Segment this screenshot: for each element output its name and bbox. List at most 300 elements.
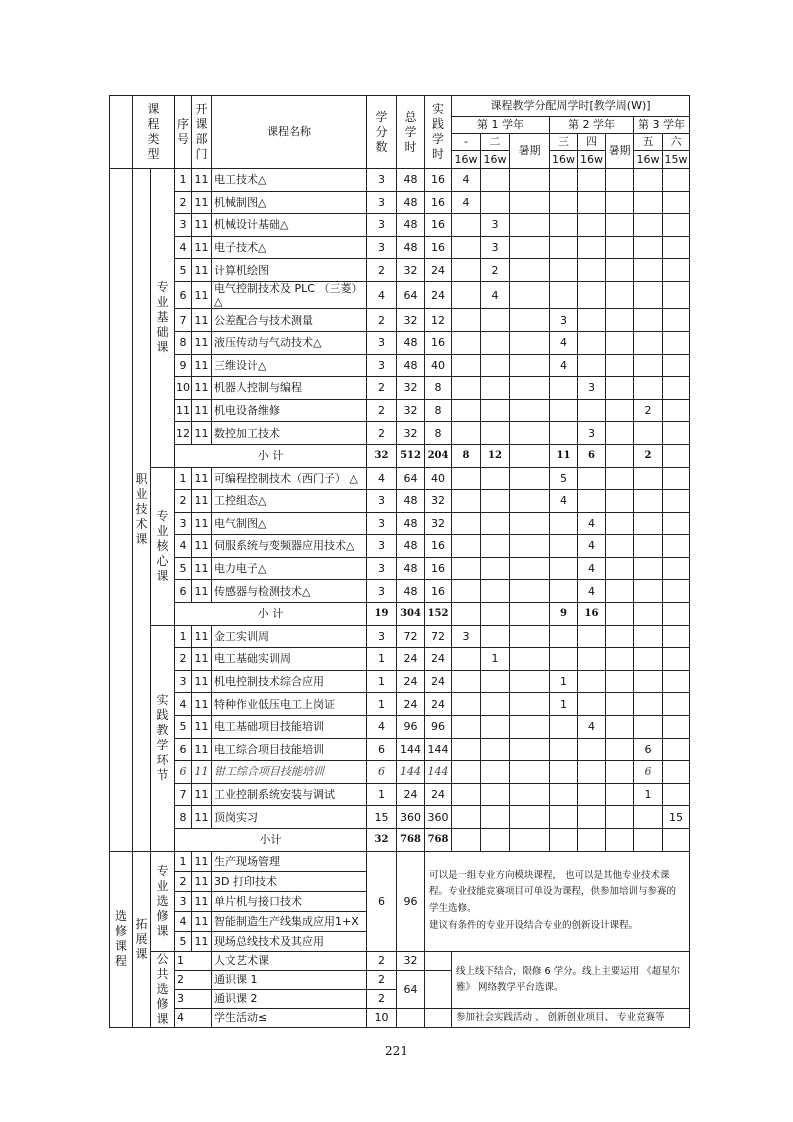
course-weekly-s6 <box>663 354 690 377</box>
course-seq: 9 <box>175 354 192 377</box>
elective-seq: 2 <box>175 871 192 891</box>
course-weekly-s6: 15 <box>663 806 690 829</box>
course-weekly-s2 <box>481 309 510 332</box>
header-schedule: 课程教学分配周学时[教学周(W)] <box>452 96 690 117</box>
course-weekly-s4 <box>578 648 606 671</box>
course-dept: 11 <box>192 716 212 739</box>
course-weekly-s5 <box>634 557 663 580</box>
course-credit: 2 <box>367 377 397 400</box>
course-dept: 11 <box>192 670 212 693</box>
course-weekly-su1 <box>510 490 550 513</box>
course-total-hours: 144 <box>397 761 425 784</box>
subtotal-su1 <box>510 829 550 852</box>
course-credit: 1 <box>367 648 397 671</box>
course-weekly-su1 <box>510 783 550 806</box>
course-weekly-s5 <box>634 377 663 400</box>
subtotal-s1 <box>452 603 481 626</box>
course-total-hours: 32 <box>397 399 425 422</box>
course-credit: 1 <box>367 783 397 806</box>
course-weekly-s5 <box>634 331 663 354</box>
course-total-hours: 48 <box>397 557 425 580</box>
course-weekly-s4 <box>578 354 606 377</box>
course-weekly-s4 <box>578 191 606 214</box>
course-weekly-s1 <box>452 281 481 308</box>
elective-dept: 11 <box>192 931 212 951</box>
course-seq: 2 <box>175 490 192 513</box>
course-credit: 3 <box>367 214 397 237</box>
course-weekly-s3 <box>550 738 578 761</box>
course-total-hours: 48 <box>397 512 425 535</box>
course-weekly-s5: 1 <box>634 783 663 806</box>
blank-left-column <box>110 169 133 852</box>
course-weekly-su2 <box>606 625 634 648</box>
public-elective-note: 线上线下结合，限修 6 学分。线上主要运用 《超星尔雅》 网络教学平台选课。 <box>452 951 690 1008</box>
header-year-1: 第 1 学年 <box>452 117 550 134</box>
header-practice-hours: 实 践 学 时 <box>425 96 452 169</box>
course-practice-hours: 16 <box>425 214 452 237</box>
course-weekly-s6 <box>663 648 690 671</box>
course-weekly-s2 <box>481 399 510 422</box>
elective-name: 生产现场管理 <box>212 851 367 871</box>
course-weekly-s4 <box>578 169 606 192</box>
course-weekly-s6 <box>663 716 690 739</box>
section-expand: 拓 展 课 <box>133 851 151 1027</box>
course-weekly-s5 <box>634 259 663 282</box>
subtotal-s4 <box>578 829 606 852</box>
course-weekly-su2 <box>606 535 634 558</box>
course-seq: 2 <box>175 648 192 671</box>
course-practice-hours: 16 <box>425 236 452 259</box>
course-credit: 15 <box>367 806 397 829</box>
course-weekly-s1 <box>452 490 481 513</box>
course-weekly-s1 <box>452 670 481 693</box>
course-name: 液压传动与气动技术△ <box>212 331 367 354</box>
course-weekly-s1 <box>452 236 481 259</box>
course-weekly-su2 <box>606 761 634 784</box>
subtotal-label: 小 计 <box>175 603 367 626</box>
course-weekly-s2 <box>481 377 510 400</box>
course-weekly-s4 <box>578 625 606 648</box>
course-credit: 3 <box>367 236 397 259</box>
course-dept: 11 <box>192 648 212 671</box>
course-weekly-s4 <box>578 761 606 784</box>
course-practice-hours: 12 <box>425 309 452 332</box>
course-weekly-s4 <box>578 467 606 490</box>
course-weekly-s3 <box>550 214 578 237</box>
course-weekly-s3 <box>550 281 578 308</box>
course-weekly-su2 <box>606 331 634 354</box>
header-summer-2: 暑期 <box>606 134 634 169</box>
course-weekly-s4 <box>578 399 606 422</box>
public-elective-name: 学生活动≤ <box>212 1008 367 1027</box>
header-weeks-2: 16w <box>481 151 510 169</box>
course-total-hours: 24 <box>397 648 425 671</box>
course-weekly-s4: 3 <box>578 377 606 400</box>
header-weeks-3: 16w <box>550 151 578 169</box>
course-credit: 3 <box>367 331 397 354</box>
course-weekly-s6 <box>663 377 690 400</box>
course-dept: 11 <box>192 738 212 761</box>
course-seq: 6 <box>175 738 192 761</box>
course-practice-hours: 144 <box>425 761 452 784</box>
course-total-hours: 32 <box>397 259 425 282</box>
course-practice-hours: 8 <box>425 422 452 445</box>
course-weekly-s2 <box>481 354 510 377</box>
course-name: 电工基础项目技能培训 <box>212 716 367 739</box>
course-seq: 4 <box>175 693 192 716</box>
course-weekly-s2: 4 <box>481 281 510 308</box>
course-weekly-s6 <box>663 580 690 603</box>
course-weekly-s1 <box>452 806 481 829</box>
course-weekly-s4 <box>578 281 606 308</box>
course-weekly-s1 <box>452 716 481 739</box>
subtotal-su2 <box>606 829 634 852</box>
course-weekly-s3 <box>550 377 578 400</box>
course-credit: 3 <box>367 354 397 377</box>
course-weekly-su2 <box>606 236 634 259</box>
course-weekly-su2 <box>606 214 634 237</box>
course-weekly-s5 <box>634 648 663 671</box>
course-weekly-su2 <box>606 467 634 490</box>
course-weekly-su1 <box>510 399 550 422</box>
course-weekly-s5 <box>634 354 663 377</box>
course-weekly-su1 <box>510 331 550 354</box>
course-weekly-s6 <box>663 169 690 192</box>
course-credit: 3 <box>367 580 397 603</box>
course-name: 工控组态△ <box>212 490 367 513</box>
section-elective: 选 修 课 程 <box>110 851 133 1027</box>
course-weekly-s6 <box>663 236 690 259</box>
course-name: 电气制图△ <box>212 512 367 535</box>
course-practice-hours: 16 <box>425 535 452 558</box>
course-weekly-s3 <box>550 535 578 558</box>
course-name: 电气控制技术及 PLC （三菱）△ <box>212 281 367 308</box>
course-weekly-su1 <box>510 309 550 332</box>
public-elective-total: 32 <box>397 951 425 970</box>
course-weekly-s5 <box>634 309 663 332</box>
course-weekly-s3 <box>550 580 578 603</box>
course-weekly-su1 <box>510 512 550 535</box>
major-elective-note: 可以是一组专业方向模块课程， 也可以是其他专业技术课程。专业技能竞赛项目可单设为课程，供参加培训与参赛的学生选修。 建议有条件的专业开设结合专业的创新设计课程。 <box>425 851 690 951</box>
course-weekly-s4 <box>578 309 606 332</box>
section-vocational: 职 业 技 术 课 <box>133 169 151 852</box>
course-credit: 4 <box>367 281 397 308</box>
course-weekly-s2 <box>481 512 510 535</box>
course-weekly-s5 <box>634 512 663 535</box>
course-weekly-s1 <box>452 331 481 354</box>
course-weekly-s1 <box>452 512 481 535</box>
subtotal-su2 <box>606 603 634 626</box>
course-weekly-s1 <box>452 422 481 445</box>
subtotal-total: 768 <box>397 829 425 852</box>
course-practice-hours: 32 <box>425 512 452 535</box>
page-number: 221 <box>385 1044 408 1058</box>
course-practice-hours: 16 <box>425 580 452 603</box>
course-weekly-su1 <box>510 191 550 214</box>
course-name: 顶岗实习 <box>212 806 367 829</box>
course-weekly-s3 <box>550 716 578 739</box>
header-credits: 学 分 数 <box>367 96 397 169</box>
course-weekly-s3 <box>550 806 578 829</box>
course-credit: 2 <box>367 259 397 282</box>
course-dept: 11 <box>192 191 212 214</box>
course-weekly-su2 <box>606 738 634 761</box>
course-total-hours: 32 <box>397 422 425 445</box>
course-weekly-s3 <box>550 648 578 671</box>
course-weekly-s1 <box>452 309 481 332</box>
course-weekly-s1 <box>452 354 481 377</box>
course-weekly-s1: 4 <box>452 191 481 214</box>
course-seq: 8 <box>175 806 192 829</box>
course-weekly-s5 <box>634 535 663 558</box>
course-table <box>109 95 690 1028</box>
course-credit: 6 <box>367 761 397 784</box>
subtotal-s2 <box>481 603 510 626</box>
subtotal-label: 小计 <box>175 829 367 852</box>
course-weekly-s2: 3 <box>481 236 510 259</box>
course-weekly-s4: 4 <box>578 716 606 739</box>
course-name: 机电控制技术综合应用 <box>212 670 367 693</box>
course-weekly-s1 <box>452 761 481 784</box>
public-elective-credit: 2 <box>367 951 397 970</box>
course-dept: 11 <box>192 783 212 806</box>
course-weekly-su2 <box>606 648 634 671</box>
course-credit: 1 <box>367 693 397 716</box>
course-weekly-s1 <box>452 535 481 558</box>
header-seq: 序 号 <box>175 96 192 169</box>
course-weekly-s4 <box>578 738 606 761</box>
course-practice-hours: 40 <box>425 467 452 490</box>
course-weekly-s3 <box>550 259 578 282</box>
course-practice-hours: 144 <box>425 738 452 761</box>
course-seq: 1 <box>175 169 192 192</box>
course-weekly-s3 <box>550 191 578 214</box>
course-dept: 11 <box>192 422 212 445</box>
course-practice-hours: 24 <box>425 648 452 671</box>
course-dept: 11 <box>192 467 212 490</box>
course-weekly-su1 <box>510 354 550 377</box>
course-weekly-s5 <box>634 236 663 259</box>
course-credit: 6 <box>367 738 397 761</box>
course-weekly-s5: 6 <box>634 761 663 784</box>
course-seq: 2 <box>175 191 192 214</box>
course-dept: 11 <box>192 309 212 332</box>
elective-name: 3D 打印技术 <box>212 871 367 891</box>
course-weekly-s4 <box>578 236 606 259</box>
course-practice-hours: 24 <box>425 259 452 282</box>
header-sem-1: - <box>452 134 481 151</box>
course-practice-hours: 24 <box>425 281 452 308</box>
course-weekly-s1 <box>452 399 481 422</box>
course-total-hours: 48 <box>397 214 425 237</box>
course-weekly-s1 <box>452 467 481 490</box>
course-name: 计算机绘图 <box>212 259 367 282</box>
course-seq: 6 <box>175 761 192 784</box>
course-name: 数控加工技术 <box>212 422 367 445</box>
course-weekly-s2 <box>481 783 510 806</box>
course-weekly-su1 <box>510 214 550 237</box>
course-weekly-su2 <box>606 693 634 716</box>
elective-seq: 3 <box>175 891 192 911</box>
public-elective-total-merged: 64 <box>397 970 425 1008</box>
course-name: 电工技术△ <box>212 169 367 192</box>
course-weekly-s3: 4 <box>550 490 578 513</box>
major-elective-credit: 6 <box>367 851 397 951</box>
course-total-hours: 48 <box>397 490 425 513</box>
course-weekly-s2 <box>481 191 510 214</box>
elective-name: 智能制造生产线集成应用1+X <box>212 911 367 931</box>
course-weekly-s1 <box>452 693 481 716</box>
header-year-3: 第 3 学年 <box>634 117 690 134</box>
subtotal-s2 <box>481 829 510 852</box>
course-weekly-s5 <box>634 490 663 513</box>
course-weekly-s4: 3 <box>578 422 606 445</box>
subtotal-practice: 204 <box>425 444 452 467</box>
header-dept: 开 课 部 门 <box>192 96 212 169</box>
course-weekly-s2 <box>481 467 510 490</box>
header-weeks-1: 16w <box>452 151 481 169</box>
course-total-hours: 24 <box>397 670 425 693</box>
course-name: 公差配合与技术测量 <box>212 309 367 332</box>
course-weekly-su1 <box>510 281 550 308</box>
course-name: 特种作业低压电工上岗证 <box>212 693 367 716</box>
course-total-hours: 24 <box>397 693 425 716</box>
course-weekly-s2 <box>481 806 510 829</box>
course-seq: 11 <box>175 399 192 422</box>
course-weekly-su2 <box>606 281 634 308</box>
subtotal-practice: 152 <box>425 603 452 626</box>
course-practice-hours: 40 <box>425 354 452 377</box>
course-weekly-s2 <box>481 625 510 648</box>
course-weekly-s3: 5 <box>550 467 578 490</box>
course-weekly-s5 <box>634 214 663 237</box>
course-weekly-su2 <box>606 806 634 829</box>
course-weekly-s4 <box>578 783 606 806</box>
course-weekly-s5 <box>634 422 663 445</box>
course-name: 机电设备维修 <box>212 399 367 422</box>
course-weekly-su1 <box>510 467 550 490</box>
course-practice-hours: 24 <box>425 783 452 806</box>
activity-total-blank <box>397 1008 425 1027</box>
course-dept: 11 <box>192 236 212 259</box>
course-dept: 11 <box>192 535 212 558</box>
course-credit: 4 <box>367 467 397 490</box>
course-dept: 11 <box>192 490 212 513</box>
course-weekly-s4 <box>578 806 606 829</box>
course-total-hours: 64 <box>397 281 425 308</box>
course-weekly-s6 <box>663 738 690 761</box>
course-weekly-s5 <box>634 693 663 716</box>
course-weekly-s3: 4 <box>550 354 578 377</box>
header-summer-1: 暑期 <box>510 134 550 169</box>
course-dept: 11 <box>192 259 212 282</box>
course-seq: 7 <box>175 309 192 332</box>
public-elective-credit: 10 <box>367 1008 397 1027</box>
course-weekly-s5: 6 <box>634 738 663 761</box>
course-weekly-s1: 3 <box>452 625 481 648</box>
subtotal-su1 <box>510 444 550 467</box>
course-total-hours: 48 <box>397 331 425 354</box>
course-weekly-s2 <box>481 716 510 739</box>
course-dept: 11 <box>192 281 212 308</box>
course-weekly-s2 <box>481 169 510 192</box>
header-sem-6: 六 <box>663 134 690 151</box>
course-weekly-s6 <box>663 191 690 214</box>
blank-cell <box>425 951 452 970</box>
subtotal-total: 304 <box>397 603 425 626</box>
subtotal-s6 <box>663 603 690 626</box>
subtotal-s4: 6 <box>578 444 606 467</box>
course-weekly-s6 <box>663 693 690 716</box>
elective-seq: 1 <box>175 851 192 871</box>
course-credit: 3 <box>367 169 397 192</box>
course-weekly-s1 <box>452 557 481 580</box>
subtotal-s2: 12 <box>481 444 510 467</box>
course-weekly-s2 <box>481 670 510 693</box>
course-weekly-su1 <box>510 169 550 192</box>
course-weekly-s3: 1 <box>550 693 578 716</box>
course-weekly-s5 <box>634 625 663 648</box>
course-weekly-su1 <box>510 716 550 739</box>
course-seq: 5 <box>175 557 192 580</box>
course-name: 电力电子△ <box>212 557 367 580</box>
subtotal-s6 <box>663 444 690 467</box>
course-weekly-s3 <box>550 783 578 806</box>
course-weekly-s6 <box>663 761 690 784</box>
course-weekly-s2 <box>481 761 510 784</box>
public-elective-credit: 2 <box>367 989 397 1008</box>
course-weekly-s1 <box>452 214 481 237</box>
course-credit: 4 <box>367 716 397 739</box>
course-weekly-s3 <box>550 512 578 535</box>
subtotal-s1 <box>452 829 481 852</box>
course-weekly-s1 <box>452 580 481 603</box>
course-dept: 11 <box>192 806 212 829</box>
course-seq: 3 <box>175 214 192 237</box>
course-weekly-s5: 2 <box>634 399 663 422</box>
header-weeks-6: 15w <box>663 151 690 169</box>
major-elective-total: 96 <box>397 851 425 951</box>
course-weekly-s2 <box>481 422 510 445</box>
elective-name: 现场总线技术及其应用 <box>212 931 367 951</box>
course-weekly-s4: 4 <box>578 580 606 603</box>
course-dept: 11 <box>192 625 212 648</box>
course-weekly-s2: 1 <box>481 648 510 671</box>
course-weekly-s3: 4 <box>550 331 578 354</box>
course-weekly-s1: 4 <box>452 169 481 192</box>
subtotal-practice: 768 <box>425 829 452 852</box>
elective-seq: 5 <box>175 931 192 951</box>
course-weekly-s3 <box>550 761 578 784</box>
course-weekly-s5 <box>634 716 663 739</box>
header-sem-4: 四 <box>578 134 606 151</box>
course-weekly-su1 <box>510 557 550 580</box>
course-seq: 6 <box>175 580 192 603</box>
course-weekly-su2 <box>606 191 634 214</box>
course-seq: 12 <box>175 422 192 445</box>
course-practice-hours: 24 <box>425 693 452 716</box>
course-seq: 10 <box>175 377 192 400</box>
blank-cell <box>425 970 452 1008</box>
course-weekly-s6 <box>663 259 690 282</box>
course-weekly-su1 <box>510 625 550 648</box>
course-weekly-su2 <box>606 259 634 282</box>
header-total-hours: 总 学 时 <box>397 96 425 169</box>
course-credit: 2 <box>367 422 397 445</box>
section-public-elective: 公 共 选 修 课 <box>151 951 175 1027</box>
course-weekly-s5 <box>634 467 663 490</box>
course-weekly-s4: 4 <box>578 512 606 535</box>
